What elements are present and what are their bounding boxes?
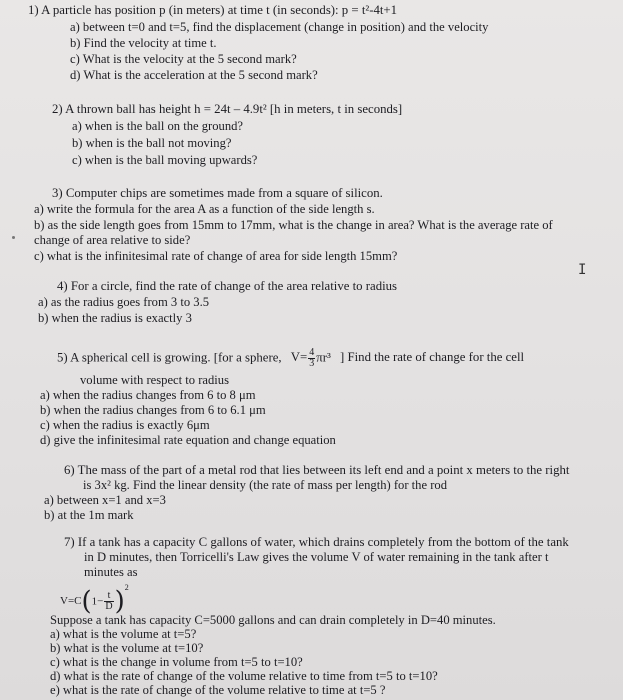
q5-formula-rhs: πr³: [316, 350, 331, 365]
q4-part-a: a) as the radius goes from 3 to 3.5: [38, 295, 210, 309]
q5-frac-den: 3: [309, 358, 315, 369]
q2-stem: 2) A thrown ball has height h = 24t – 4.9t² [h in meters, t in seconds]: [52, 102, 403, 116]
q3-part-b-line2: change of area relative to side?: [34, 233, 191, 247]
q1-part-d: d) What is the acceleration at the 5 second mark?: [70, 68, 318, 82]
q5-part-a: a) when the radius changes from 6 to 8 μm: [40, 388, 256, 402]
q5-frac-num: 4: [309, 347, 315, 358]
q3-part-c: c) what is the infinitesimal rate of change of area for side length 15mm?: [34, 249, 398, 263]
q7-formula-exponent: 2: [124, 583, 129, 592]
q7-formula-fraction: [104, 591, 113, 612]
q7-frac-num: t: [104, 591, 113, 602]
q7-stem-line3: minutes as: [84, 565, 138, 579]
q7-suppose: Suppose a tank has capacity C=5000 gallons and can drain completely in D=40 minutes.: [50, 613, 496, 627]
margin-dot: [12, 236, 15, 239]
q7-formula: [60, 583, 129, 617]
q1-part-a: a) between t=0 and t=5, find the displacement (change in position) and the velocity: [70, 20, 489, 34]
q6-stem-line2: is 3x² kg. Find the linear density (the rate of mass per length) for the rod: [83, 478, 448, 492]
q5-part-b: b) when the radius changes from 6 to 6.1 μm: [40, 403, 266, 417]
q7-right-paren: ): [114, 586, 125, 617]
q5-stem: [57, 348, 524, 369]
text-cursor-icon: I: [578, 262, 587, 278]
q3-stem: 3) Computer chips are sometimes made from a square of silicon.: [52, 186, 383, 200]
q6-stem: 6) The mass of the part of a metal rod that lies between its left end and a point x meters to the right: [64, 463, 570, 477]
q1-stem: 1) A particle has position p (in meters) at time t (in seconds): p = t²-4t+1: [28, 3, 398, 17]
q2-part-b: b) when is the ball not moving?: [72, 136, 232, 150]
q2-part-c: c) when is the ball moving upwards?: [72, 153, 258, 167]
q4-part-b: b) when the radius is exactly 3: [38, 311, 192, 325]
q1-part-c: c) What is the velocity at the 5 second mark?: [70, 52, 297, 66]
q5-part-d: d) give the infinitesimal rate equation and change equation: [40, 433, 336, 447]
q7-formula-one: 1−: [91, 595, 104, 608]
q6-part-a: a) between x=1 and x=3: [44, 493, 166, 507]
q7-part-e: e) what is the rate of change of the volume relative to time at t=5 ?: [50, 683, 386, 697]
q5-part-c: c) when the radius is exactly 6μm: [40, 418, 210, 432]
q5-stem-line2: volume with respect to radius: [80, 373, 229, 387]
q7-formula-lhs: V=C: [60, 595, 82, 607]
q4-stem: 4) For a circle, find the rate of change of the area relative to radius: [57, 279, 398, 293]
q1-part-b: b) Find the velocity at time t.: [70, 36, 217, 50]
q5-stem-pre: 5) A spherical cell is growing. [for a sphere,: [57, 350, 282, 365]
q7-frac-den: D: [105, 600, 113, 612]
q7-part-c: c) what is the change in volume from t=5 to t=10?: [50, 655, 303, 669]
q3-part-b-line1: b) as the side length goes from 15mm to 17mm, what is the change in area? What is the average rate of: [34, 218, 553, 232]
q7-part-b: b) what is the volume at t=10?: [50, 641, 204, 655]
q2-part-a: a) when is the ball on the ground?: [72, 119, 244, 133]
q7-part-d: d) what is the rate of change of the volume relative to time from t=5 to t=10?: [50, 669, 438, 683]
q3-part-a: a) write the formula for the area A as a function of the side length s.: [34, 202, 375, 216]
q7-left-paren: (: [81, 586, 92, 617]
q7-stem: 7) If a tank has a capacity C gallons of water, which drains completely from the bottom of the tank: [64, 535, 569, 549]
q7-stem-line2: in D minutes, then Torricelli's Law gives the volume V of water remaining in the tank after t: [84, 550, 549, 564]
q6-part-b: b) at the 1m mark: [44, 508, 134, 522]
q5-formula-lhs: V=: [290, 350, 308, 365]
q5-formula-fraction: [308, 348, 315, 369]
q5-stem-post: ] Find the rate of change for the cell: [340, 350, 525, 365]
q7-part-a: a) what is the volume at t=5?: [50, 627, 197, 641]
